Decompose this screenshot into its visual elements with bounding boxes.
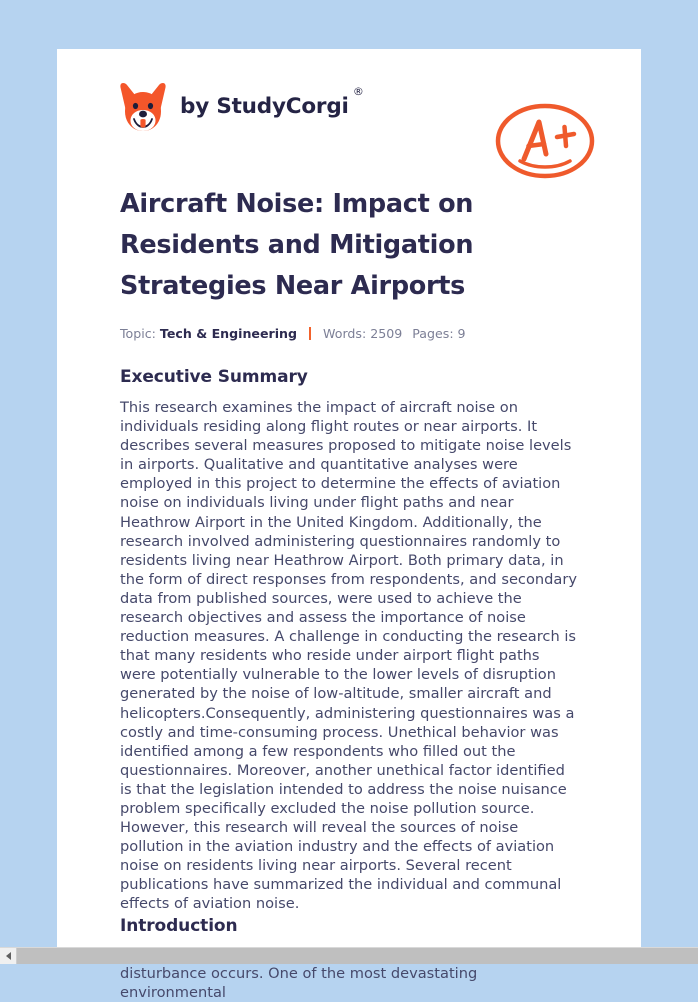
section-paragraph-introduction: disturbance occurs. One of the most devastating environmental [120, 964, 478, 1001]
scroll-left-button[interactable] [0, 948, 17, 964]
meta-word-count: Words: 2509 [323, 326, 403, 341]
brand-wordmark [180, 85, 364, 119]
page-title: Aircraft Noise: Impact on Residents and Mitigation Strategies Near Airports [120, 189, 474, 301]
brand-prefix: by [180, 94, 210, 119]
grade-a-plus-icon [494, 101, 596, 181]
corgi-dog-icon [120, 81, 166, 133]
meta-separator [309, 327, 311, 340]
scrollbar-thumb[interactable] [17, 948, 698, 964]
grade-a-plus-badge [494, 101, 596, 181]
document-header [57, 49, 641, 164]
document-body [57, 184, 641, 1002]
registered-trademark-icon: ® [352, 85, 364, 98]
document-page [57, 49, 641, 1001]
horizontal-scrollbar[interactable] [0, 947, 698, 964]
meta-topic-value: Tech & Engineering [159, 326, 298, 341]
studycorgi-brand[interactable] [120, 81, 364, 133]
section-paragraph-executive-summary: This research examines the impact of aircraft noise on individuals residing along flight routes or near airports. It describes several measures proposed to mitigate noise levels in airports. Qualitative and quantitative analyses were employed in this project to determine the effects of aviation noise on individuals living under flight paths and near Heathrow Airport in the United Kingdom. Additionally, the research involved administering questionnaires randomly to residents living near Heathrow Airport. Both primary data, in the form of direct responses from respondents, and secondary data from published sources, were used to achieve the research objectives and assess the importance of noise reduction measures. A challenge in conducting the research is that many residents who reside under airport flight paths were potentially vulnerable to the lower levels of disruption generated by the noise of low-altitude, smaller aircraft and helicopters.Consequently, administering questionnaires was a costly and time-consuming process. Unethical behavior was identified among a few respondents who filled out the questionnaires. Moreover, another unethical factor identified is that the legislation intended to address the noise nuisance problem specifically excluded the noise pollution source. However, this research will reveal the sources of noise pollution in the aviation industry and the effects of aviation noise on residents living near airports. Several recent publications have summarized the individual and communal effects of aviation noise. [120, 399, 577, 913]
scrollbar-track[interactable] [17, 948, 698, 964]
brand-name: StudyCorgi [216, 94, 349, 119]
section-heading-executive-summary: Executive Summary [120, 367, 308, 387]
section-heading-introduction: Introduction [120, 915, 238, 936]
document-meta [120, 326, 578, 341]
meta-topic-label: Topic: [120, 326, 156, 341]
scroll-left-arrow-icon [6, 952, 11, 960]
meta-page-count: Pages: 9 [412, 326, 466, 341]
